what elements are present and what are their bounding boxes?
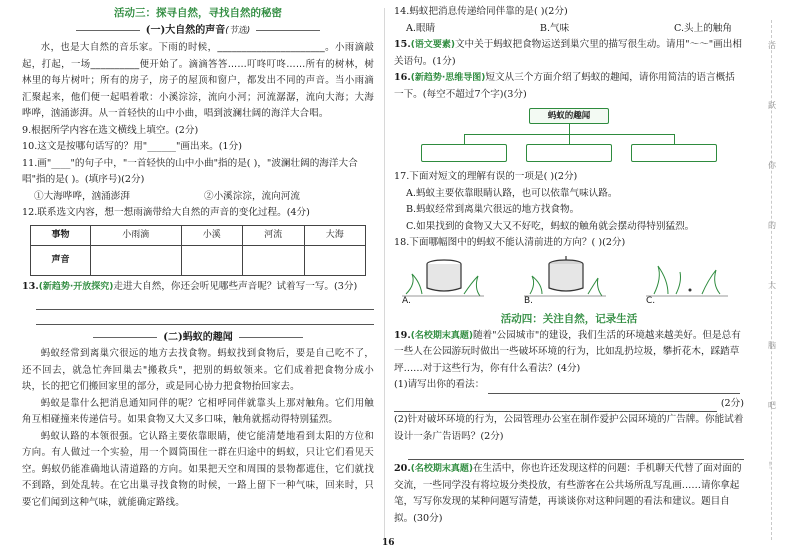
q18-label-c: C. [646,296,656,306]
q15-number: 15. [394,39,411,50]
q18-pictures [394,254,744,310]
table-head-cell: 河流 [243,225,304,245]
q19-part1 [394,377,744,394]
sound-table [30,225,366,276]
mindmap-answer-box[interactable] [526,144,612,162]
q15-text: 文中关于蚂蚁把食物运送到巢穴里的描写很生动。请用"～～"画出相关语句。(1分) [394,39,742,67]
q17-option-a[interactable]: A.蚂蚁主要依靠眼睛认路，也可以依靠气味认路。 [406,187,618,199]
margin-char: 吧 [768,401,776,410]
q11-option-1: ①大海哗哗，汹涌澎湃 [34,190,130,202]
q19-part1-score: (2分) [720,397,744,409]
margin-char: 脑 [768,341,776,350]
mindmap [394,106,744,166]
q19-tag: (名校期末真题) [410,330,473,341]
table-head-cell: 大海 [304,225,366,245]
q13-text: 走进大自然，你还会听见哪些声音呢？试着写一写。(3分) [113,280,358,292]
title-rule-left [93,337,157,338]
passage2-paragraph: 蚂蚁经常到离巢穴很远的地方去找食物。蚂蚁找到食物后，要是自己吃不了，还不回去，就急忙奔回巢去"搬救兵"，把别的蚂蚁领来。它们成着把食物分成小块，长的把它们搬回家里的部分，或是同心协力把食物抬回家去。 [22,348,374,392]
q18-picture-a[interactable] [402,254,484,310]
answer-line[interactable] [36,297,374,310]
center-divider [384,8,385,538]
question-11-options [22,189,374,206]
answer-cell[interactable] [91,245,182,275]
title-rule-right [239,337,303,338]
answer-line[interactable] [394,399,717,412]
q19-part2: (2)针对破坏环境的行为，公园管理办公室在制作爱护公园环境的广告牌。你能试着设计一条广告语吗？(2分) [394,414,744,442]
page-number: 16 [382,538,395,548]
passage1-paragraph: 水，也是大自然的音乐家。下雨的时候，______________________。小雨滴敲起，打起，一场__________便开始了。滴滴答答……叮咚叮咚……所有的树林，树林里的每片树叶；所有的房子，房子的屋顶和窗户，都发出不同的声音。当小雨滴汇聚起来，他们便一起唱着歌：小溪淙淙，流向小河；河流潺潺，流向大海；大海哗哗，汹涌澎湃。从一首轻快的山中小曲，唱到波澜壮阔的海洋大合唱。 [22,42,374,119]
q14-option-a[interactable]: A.眼睛 [406,22,436,34]
q13-number: 13. [22,280,39,292]
q20-tag: (名校期末真题) [410,464,473,474]
activity3-banner: 活动三：探寻自然，寻找自然的秘密 [114,7,282,19]
table-row-label: 声音 [31,245,91,275]
margin-char: 你 [768,161,776,170]
section1-title [22,22,374,40]
ant-cylinder-drawing [402,254,484,300]
margin-char: 活 [768,41,776,50]
table-head-label: 事物 [31,225,91,245]
answer-cell[interactable] [243,245,304,275]
q17-option-c[interactable]: C.如果找到的食物又大又不好吃，蚂蚁的触角就会摆动得特别猛烈。 [406,220,695,232]
q13-tag: (新趋势·开放探究) [38,281,114,292]
margin-char: ！ [768,461,776,470]
question-18: 18.下面哪幅图中的蚂蚁不能认清前进的方向？( )(2分) [394,237,626,248]
q17-option-b[interactable]: B.蚂蚁经常到离巢穴很远的地方找食物。 [406,204,580,215]
table-head-cell: 小溪 [181,225,242,245]
answer-line[interactable] [36,312,374,325]
q20-number: 20. [394,463,411,474]
question-11: 11.画"____"的句子中，"一首轻快的山中小曲"指的是( )，"波澜壮阔的海洋大合唱"指的是( )。(填序号)(2分) [22,157,358,185]
q14-option-b[interactable]: B.气味 [539,22,570,34]
question-14: 14.蚂蚁把消息传递给同伴靠的是( )(2分) [394,6,568,17]
margin-char: 的 [768,221,776,230]
mindmap-answer-box[interactable] [421,144,507,162]
section2-title [22,329,374,346]
question-20 [394,461,744,527]
q18-picture-b[interactable] [524,254,606,310]
q15-tag: (语文要素) [410,40,455,50]
mindmap-connector [674,134,675,144]
q19-text: 随着"公园城市"的建设，我们生活的环境越来越美好。但是总有一些人在公园游玩时做出一些破坏环境的行为，比如乱扔垃圾，攀折花木，踩踏草坪……对于这些行为，你有什么看法？(4分) [394,329,741,374]
q16-number: 16. [394,72,411,83]
mindmap-answer-box[interactable] [631,144,717,162]
answer-cell[interactable] [181,245,242,275]
passage2-paragraph: 蚂蚁是靠什么把消息通知同伴的呢？它相呼同伴就靠头上那对触角。它们用触角互相碰撞来传递信号。如果食物又大又多口味，触角就摇动得特别猛烈。 [22,397,374,425]
question-15 [394,37,744,70]
answer-line[interactable] [408,447,744,460]
passage2-paragraph: 蚂蚁认路的本领很强。它认路主要依靠眼睛，使它能清楚地看到太阳的方位和方向。有人做过一个实验，用一个圆筒围住一群在归途中的蚂蚁，只让它们看见天空。蚂蚁仍能准确地认清道路的方向。如果把天空和周围的景物都遮住，它们就找不到路，到处乱转。在它出巢寻找食物的时候，一路上留下一种气味，回来时，只要它们闻到这种气味，就能确定路线。 [22,430,374,508]
question-14-options [394,21,744,38]
q16-tag: (新趋势·思维导图) [410,73,486,83]
q11-option-2: ②小溪淙淙，流向河流 [204,190,300,202]
ant-cylinder-drawing [524,254,606,300]
table-header-row [31,225,366,245]
right-column [394,4,744,527]
title-rule-left [76,30,140,31]
margin-char: 大 [768,281,776,290]
section1-title-text: (一)大自然的声音 [145,25,226,36]
q16-text: 短文从三个方面介绍了蚂蚁的趣闻，请你用简洁的语言概括一下。(每空不超过7个字)(3分) [394,72,735,100]
question-16 [394,70,744,103]
question-10: 10.这文是按哪句话写的？用"______"画出来。(1分) [22,141,242,152]
q18-label-b: B. [524,296,534,306]
q19-part1-text: (1)请写出你的看法： [394,379,485,390]
ant-branches-drawing [646,254,728,300]
question-13 [22,279,374,296]
q19-part1-line2 [394,396,744,413]
left-column [22,4,374,511]
mindmap-root: 蚂蚁的趣闻 [529,108,609,124]
q14-option-c[interactable]: C.头上的触角 [673,22,732,34]
q18-picture-c[interactable] [646,254,728,310]
mindmap-connector [569,134,570,144]
question-17: 17.下面对短文的理解有误的一项是( )(2分) [394,171,578,182]
table-head-cell: 小雨滴 [91,225,182,245]
title-rule-right [256,30,320,31]
section1-hint: (节选) [225,26,251,36]
mindmap-connector [464,134,465,144]
q20-text: 在生活中，你也许还发现这样的问题：手机聊天代替了面对面的交流，一些同学没有将垃圾分类投放，有些游客在公共场所乱写乱画……请你拿起笔，写写你发现的某种问题写清楚，再谈谈你对这种问题的看法和建议。题目自拟。(30分) [394,463,742,524]
section2-title-text: (二)蚂蚁的趣闻 [163,332,233,343]
activity4-banner: 活动四：关注自然，记录生活 [500,312,638,325]
q19-number: 19. [394,329,411,341]
table-answer-row [31,245,366,275]
question-19 [394,328,744,378]
answer-cell[interactable] [304,245,366,275]
margin-char: 跃 [768,101,776,110]
mindmap-connector [569,124,570,134]
question-9: 9.根据所学内容在选文横线上填空。(2分) [22,124,199,136]
question-12: 12.联系选文内容，想一想雨滴带给大自然的声音的变化过程。(4分) [22,207,310,218]
q18-label-a: A. [402,296,411,306]
answer-line[interactable] [488,381,740,394]
